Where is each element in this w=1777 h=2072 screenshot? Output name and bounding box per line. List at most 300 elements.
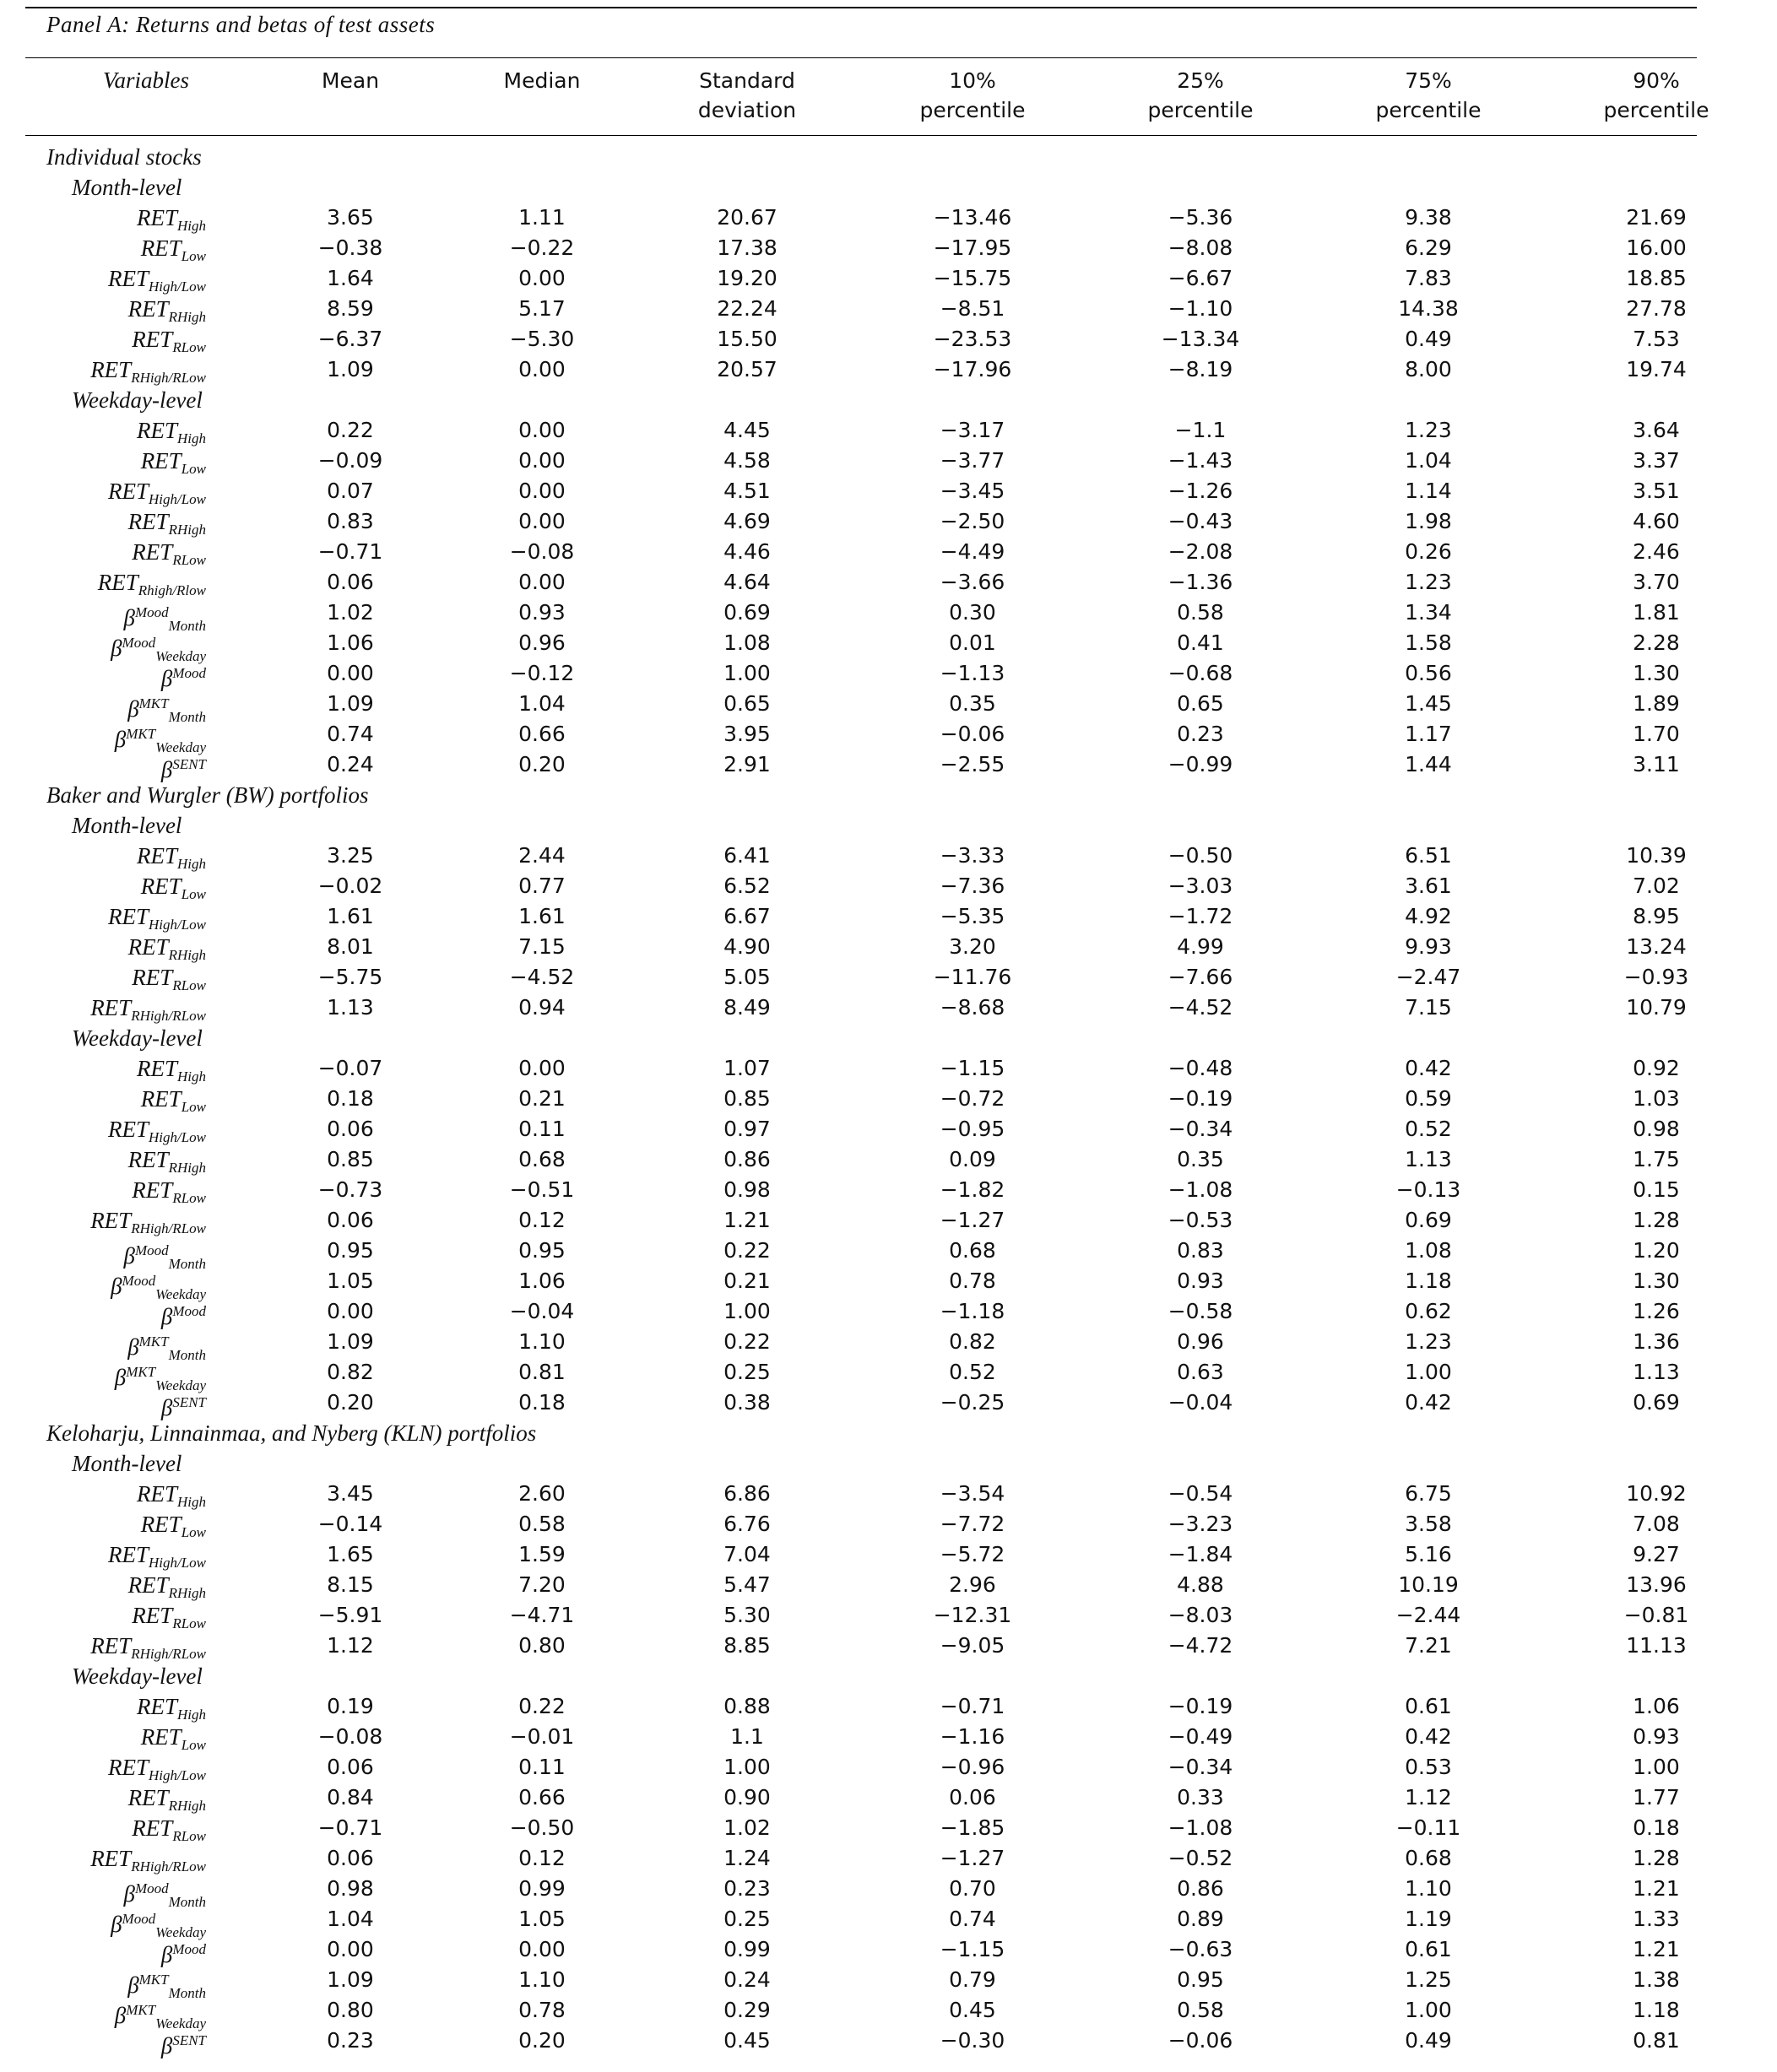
table-cell: 1.10 <box>518 1967 566 1992</box>
table-cell: 1.02 <box>723 1815 771 1840</box>
table-row <box>25 932 1697 962</box>
table-cell: −8.68 <box>940 995 1005 1020</box>
subsection-heading <box>25 810 1697 841</box>
table-row <box>25 1479 1697 1509</box>
table-row <box>25 1813 1697 1843</box>
table-cell: 0.30 <box>949 600 996 625</box>
table-cell: 10.19 <box>1398 1572 1459 1597</box>
table-cell: 16.00 <box>1626 235 1687 260</box>
table-cell: 3.20 <box>949 934 996 959</box>
table-cell: −1.10 <box>1168 296 1233 321</box>
table-row <box>25 1266 1697 1302</box>
table-cell: 0.96 <box>1177 1329 1224 1354</box>
table-cell: −0.01 <box>509 1724 575 1749</box>
table-cell: −1.15 <box>940 1937 1005 1961</box>
header-std: Standard deviation <box>697 68 797 122</box>
variable-label: $RET_{High}$ <box>136 205 206 234</box>
table-cell: −4.71 <box>509 1603 575 1627</box>
table-cell: −1.85 <box>940 1815 1005 1840</box>
table-row <box>25 871 1697 901</box>
table-cell: 0.74 <box>327 722 374 746</box>
subsection-heading-label: Weekday-level <box>72 1664 203 1689</box>
variable-label: $\beta^{MKT}_{Month}$ <box>127 1334 206 1363</box>
section-heading <box>25 142 1697 172</box>
table-cell: −0.34 <box>1168 1117 1233 1141</box>
variable-label: $RET_{RHigh}$ <box>127 934 206 963</box>
table-cell: 1.06 <box>1633 1694 1680 1718</box>
table-cell: −1.26 <box>1168 479 1233 503</box>
table-cell: 2.60 <box>518 1481 566 1506</box>
table-cell: 1.21 <box>723 1208 771 1232</box>
table-cell: 7.53 <box>1633 327 1680 351</box>
table-cell: −5.75 <box>317 965 383 989</box>
table-cell: −0.51 <box>509 1177 575 1202</box>
table-cell: 1.77 <box>1633 1785 1680 1810</box>
table-cell: 1.05 <box>518 1907 566 1931</box>
table-row <box>25 233 1697 263</box>
table-cell: 1.00 <box>1405 1998 1452 2022</box>
variable-label: $\beta^{MKT}_{Month}$ <box>127 1972 206 2001</box>
table-cell: 1.33 <box>1633 1907 1680 1931</box>
table-cell: 4.64 <box>723 570 771 594</box>
section-heading-label: Individual stocks <box>46 144 202 170</box>
table-cell: 0.06 <box>327 1755 374 1779</box>
table-cell: 3.45 <box>327 1481 374 1506</box>
table-cell: 0.00 <box>518 448 566 473</box>
table-cell: 0.20 <box>518 752 566 776</box>
variable-label: $RET_{Low}$ <box>140 448 206 477</box>
table-cell: 7.04 <box>723 1542 771 1566</box>
table-cell: −1.08 <box>1168 1177 1233 1202</box>
table-row <box>25 1236 1697 1272</box>
table-cell: 0.19 <box>327 1694 374 1718</box>
table-cell: 6.76 <box>723 1512 771 1536</box>
variable-label: $RET_{RLow}$ <box>132 965 206 993</box>
table-cell: 5.05 <box>723 965 771 989</box>
table-cell: −1.27 <box>940 1208 1005 1232</box>
table-cell: 0.89 <box>1177 1907 1224 1931</box>
table-cell: −0.68 <box>1168 661 1233 685</box>
table-cell: 0.00 <box>518 570 566 594</box>
table-cell: −0.96 <box>940 1755 1005 1779</box>
table-cell: −11.76 <box>933 965 1012 989</box>
table-cell: 0.93 <box>1177 1269 1224 1293</box>
variable-label: $RET_{Low}$ <box>140 1724 206 1753</box>
table-cell: −6.67 <box>1168 266 1233 290</box>
variable-label: $RET_{RHigh/RLow}$ <box>90 995 206 1024</box>
variable-label: $\beta^{SENT}$ <box>160 2032 206 2058</box>
table-cell: 0.86 <box>1177 1876 1224 1901</box>
variable-label: $\beta^{Mood}$ <box>160 665 206 691</box>
table-cell: −3.03 <box>1168 874 1233 898</box>
table-row <box>25 1874 1697 1910</box>
table-cell: 1.09 <box>327 1967 374 1992</box>
table-cell: −2.55 <box>940 752 1005 776</box>
table-cell: 1.25 <box>1405 1967 1452 1992</box>
header-p25: 25% percentile <box>1147 68 1254 122</box>
table-cell: −15.75 <box>933 266 1012 290</box>
variable-label: $RET_{High/Low}$ <box>107 904 206 933</box>
table-cell: 13.24 <box>1626 934 1687 959</box>
table-cell: −0.95 <box>940 1117 1005 1141</box>
table-cell: 8.49 <box>723 995 771 1020</box>
table-cell: 6.51 <box>1405 843 1452 868</box>
table-cell: 0.20 <box>327 1390 374 1415</box>
table-cell: −0.72 <box>940 1086 1005 1111</box>
panel-title: Panel A: Returns and betas of test assets <box>46 12 436 37</box>
table-cell: 8.95 <box>1633 904 1680 928</box>
table-cell: 1.28 <box>1633 1208 1680 1232</box>
table-cell: 6.67 <box>723 904 771 928</box>
table-row <box>25 1722 1697 1752</box>
table-cell: 0.15 <box>1633 1177 1680 1202</box>
table-cell: 22.24 <box>717 296 777 321</box>
table-cell: 1.00 <box>723 661 771 685</box>
table-cell: −0.58 <box>1168 1299 1233 1323</box>
table-row <box>25 901 1697 932</box>
table-cell: 0.00 <box>518 1056 566 1080</box>
table-cell: 0.79 <box>949 1967 996 1992</box>
table-cell: −0.07 <box>317 1056 383 1080</box>
table-row <box>25 1509 1697 1539</box>
subsection-heading <box>25 1023 1697 1053</box>
table-cell: 1.04 <box>518 691 566 716</box>
table-cell: 1.81 <box>1633 600 1680 625</box>
table-cell: 4.88 <box>1177 1572 1224 1597</box>
variable-label: $RET_{High}$ <box>136 418 206 446</box>
table-cell: 0.23 <box>723 1876 771 1901</box>
table-cell: 0.18 <box>1633 1815 1680 1840</box>
table-cell: 0.93 <box>1633 1724 1680 1749</box>
table-cell: 0.83 <box>327 509 374 533</box>
variable-label: $RET_{RHigh/RLow}$ <box>90 1633 206 1662</box>
variable-label: $RET_{High}$ <box>136 1056 206 1085</box>
table-cell: −1.27 <box>940 1846 1005 1870</box>
table-cell: 3.25 <box>327 843 374 868</box>
variable-label: $\beta^{Mood}_{Weekday}$ <box>111 1273 206 1302</box>
table-cell: 0.98 <box>723 1177 771 1202</box>
table-cell: 10.39 <box>1626 843 1687 868</box>
table-cell: −0.53 <box>1168 1208 1233 1232</box>
table-cell: −0.63 <box>1168 1937 1233 1961</box>
table-cell: 0.68 <box>1405 1846 1452 1870</box>
table-row <box>25 446 1697 476</box>
table-cell: 0.99 <box>723 1937 771 1961</box>
table-cell: 0.12 <box>518 1208 566 1232</box>
table-cell: −0.06 <box>1168 2028 1233 2053</box>
table-cell: 0.80 <box>518 1633 566 1658</box>
table-cell: 1.28 <box>1633 1846 1680 1870</box>
table-cell: 1.21 <box>1633 1937 1680 1961</box>
subsection-heading-label: Month-level <box>72 175 182 200</box>
table-cell: −5.35 <box>940 904 1005 928</box>
table-cell: 0.49 <box>1405 327 1452 351</box>
table-cell: −0.06 <box>940 722 1005 746</box>
table-cell: −8.19 <box>1168 357 1233 381</box>
table-cell: 1.30 <box>1633 661 1680 685</box>
table-cell: 0.98 <box>1633 1117 1680 1141</box>
table-row <box>25 1934 1697 1965</box>
table-cell: 0.22 <box>723 1238 771 1263</box>
table-cell: 0.66 <box>518 722 566 746</box>
variable-label: $RET_{RLow}$ <box>132 1177 206 1206</box>
table-cell: −1.36 <box>1168 570 1233 594</box>
table-cell: 1.70 <box>1633 722 1680 746</box>
table-cell: 0.61 <box>1405 1694 1452 1718</box>
table-row <box>25 993 1697 1023</box>
variable-label: $RET_{RHigh}$ <box>127 1147 206 1176</box>
table-cell: 1.64 <box>327 266 374 290</box>
table-row <box>25 1296 1697 1327</box>
table-cell: 0.82 <box>327 1360 374 1384</box>
table-cell: 0.58 <box>1177 1998 1224 2022</box>
table-cell: 1.34 <box>1405 600 1452 625</box>
table-cell: 7.21 <box>1405 1633 1452 1658</box>
table-cell: 19.74 <box>1626 357 1687 381</box>
variable-label: $RET_{High}$ <box>136 843 206 872</box>
table-cell: −0.12 <box>509 661 575 685</box>
table-cell: 1.19 <box>1405 1907 1452 1931</box>
table-row <box>25 294 1697 324</box>
table-row <box>25 1357 1697 1393</box>
table-cell: −0.13 <box>1395 1177 1461 1202</box>
table-cell: 2.44 <box>518 843 566 868</box>
table-cell: 0.11 <box>518 1117 566 1141</box>
table-cell: −7.66 <box>1168 965 1233 989</box>
table-cell: 0.74 <box>949 1907 996 1931</box>
table-cell: −8.08 <box>1168 235 1233 260</box>
table-cell: 0.41 <box>1177 630 1224 655</box>
table-row <box>25 1084 1697 1114</box>
table-cell: 1.00 <box>1405 1360 1452 1384</box>
table-cell: 6.75 <box>1405 1481 1452 1506</box>
table-cell: −0.71 <box>317 539 383 564</box>
table-cell: −0.30 <box>940 2028 1005 2053</box>
header-median: Median <box>503 68 581 93</box>
table-cell: 0.21 <box>518 1086 566 1111</box>
table-cell: 1.61 <box>327 904 374 928</box>
table-cell: −4.52 <box>509 965 575 989</box>
table-cell: 1.02 <box>327 600 374 625</box>
table-cell: 1.89 <box>1633 691 1680 716</box>
table-cell: 7.15 <box>1405 995 1452 1020</box>
table-cell: 0.33 <box>1177 1785 1224 1810</box>
table-cell: 0.59 <box>1405 1086 1452 1111</box>
table-cell: −0.11 <box>1395 1815 1461 1840</box>
table-cell: 0.80 <box>327 1998 374 2022</box>
table-cell: −0.73 <box>317 1177 383 1202</box>
table-cell: 0.93 <box>518 600 566 625</box>
table-cell: 4.58 <box>723 448 771 473</box>
table-cell: 1.13 <box>327 995 374 1020</box>
table-cell: 0.95 <box>1177 1967 1224 1992</box>
table-cell: 0.78 <box>518 1998 566 2022</box>
table-cell: 0.63 <box>1177 1360 1224 1384</box>
table-row <box>25 415 1697 446</box>
table-cell: 10.79 <box>1626 995 1687 1020</box>
table-cell: 7.15 <box>518 934 566 959</box>
table-row <box>25 1995 1697 2031</box>
table-cell: 0.06 <box>327 570 374 594</box>
table-cell: 5.30 <box>723 1603 771 1627</box>
table-cell: 6.52 <box>723 874 771 898</box>
table-cell: 7.20 <box>518 1572 566 1597</box>
variable-label: $\beta^{Mood}_{Weekday}$ <box>111 1911 206 1940</box>
variable-label: $RET_{RHigh}$ <box>127 1572 206 1601</box>
variable-label: $\beta^{MKT}_{Month}$ <box>127 695 206 725</box>
table-cell: −4.49 <box>940 539 1005 564</box>
table-cell: −2.08 <box>1168 539 1233 564</box>
table-cell: −2.44 <box>1395 1603 1461 1627</box>
table-cell: 1.13 <box>1405 1147 1452 1171</box>
table-cell: 0.83 <box>1177 1238 1224 1263</box>
table-cell: 0.65 <box>723 691 771 716</box>
variable-label: $RET_{RLow}$ <box>132 539 206 568</box>
table-cell: 0.00 <box>518 418 566 442</box>
table-cell: 4.45 <box>723 418 771 442</box>
table-cell: −3.77 <box>940 448 1005 473</box>
variable-label: $RET_{RHigh}$ <box>127 1785 206 1814</box>
table-cell: −0.19 <box>1168 1086 1233 1111</box>
table-cell: 0.00 <box>518 509 566 533</box>
table-top-rule <box>25 7 1697 8</box>
table-cell: 0.24 <box>327 752 374 776</box>
header-p90: 90% percentile <box>1603 68 1709 122</box>
table-cell: 4.60 <box>1633 509 1680 533</box>
table-cell: 3.37 <box>1633 448 1680 473</box>
subsection-heading-label: Month-level <box>72 813 182 838</box>
subsection-heading-label: Weekday-level <box>72 387 203 413</box>
table-cell: 1.00 <box>723 1299 771 1323</box>
table-cell: 0.23 <box>1177 722 1224 746</box>
table-cell: 0.69 <box>1633 1390 1680 1415</box>
table-cell: −0.08 <box>509 539 575 564</box>
table-cell: 0.49 <box>1405 2028 1452 2053</box>
table-cell: 0.29 <box>723 1998 771 2022</box>
table-cell: 1.38 <box>1633 1967 1680 1992</box>
variable-label: $RET_{Rhigh/Rlow}$ <box>97 570 206 598</box>
table-cell: 0.95 <box>518 1238 566 1263</box>
table-row <box>25 1144 1697 1175</box>
header-top-rule <box>25 57 1697 58</box>
table-cell: 0.42 <box>1405 1390 1452 1415</box>
table-cell: −4.52 <box>1168 995 1233 1020</box>
table-row <box>25 1327 1697 1363</box>
table-cell: −13.34 <box>1161 327 1240 351</box>
table-cell: 1.10 <box>1405 1876 1452 1901</box>
variable-label: $\beta^{SENT}$ <box>160 1394 206 1420</box>
table-cell: 9.38 <box>1405 205 1452 230</box>
variable-label: $RET_{Low}$ <box>140 235 206 264</box>
table-cell: 5.16 <box>1405 1542 1452 1566</box>
table-cell: 1.18 <box>1633 1998 1680 2022</box>
table-cell: 1.23 <box>1405 570 1452 594</box>
table-cell: 1.06 <box>327 630 374 655</box>
table-cell: 1.09 <box>327 1329 374 1354</box>
table-cell: −3.54 <box>940 1481 1005 1506</box>
table-cell: 0.23 <box>327 2028 374 2053</box>
table-cell: 0.00 <box>518 1937 566 1961</box>
table-cell: 0.85 <box>327 1147 374 1171</box>
table-cell: 1.65 <box>327 1542 374 1566</box>
table-cell: −0.93 <box>1623 965 1689 989</box>
table-row <box>25 1691 1697 1722</box>
table-cell: 0.61 <box>1405 1937 1452 1961</box>
table-cell: −1.82 <box>940 1177 1005 1202</box>
table-row <box>25 1539 1697 1570</box>
table-cell: 0.18 <box>518 1390 566 1415</box>
table-cell: 0.81 <box>518 1360 566 1384</box>
table-row <box>25 263 1697 294</box>
table-cell: 1.09 <box>327 357 374 381</box>
table-cell: −0.81 <box>1623 1603 1689 1627</box>
table-cell: 0.52 <box>1405 1117 1452 1141</box>
table-cell: 4.69 <box>723 509 771 533</box>
table-cell: −5.30 <box>509 327 575 351</box>
table-cell: 4.99 <box>1177 934 1224 959</box>
table-cell: 20.57 <box>717 357 777 381</box>
table-row <box>25 1175 1697 1205</box>
table-cell: 1.45 <box>1405 691 1452 716</box>
variable-label: $\beta^{MKT}_{Weekday}$ <box>114 1364 206 1393</box>
table-row <box>25 749 1697 780</box>
table-cell: −7.72 <box>940 1512 1005 1536</box>
table-cell: 8.15 <box>327 1572 374 1597</box>
table-cell: −0.38 <box>317 235 383 260</box>
variable-label: $\beta^{MKT}_{Weekday}$ <box>114 2002 206 2031</box>
table-cell: −0.71 <box>940 1694 1005 1718</box>
table-cell: 8.85 <box>723 1633 771 1658</box>
table-row <box>25 628 1697 664</box>
table-cell: 0.94 <box>518 995 566 1020</box>
table-cell: 8.59 <box>327 296 374 321</box>
table-cell: 0.68 <box>518 1147 566 1171</box>
table-cell: 4.51 <box>723 479 771 503</box>
table-cell: 0.52 <box>949 1360 996 1384</box>
table-cell: −0.71 <box>317 1815 383 1840</box>
table-cell: 0.96 <box>518 630 566 655</box>
table-cell: 0.62 <box>1405 1299 1452 1323</box>
table-cell: 1.03 <box>1633 1086 1680 1111</box>
table-cell: −7.36 <box>940 874 1005 898</box>
table-cell: 0.92 <box>1633 1056 1680 1080</box>
table-cell: −23.53 <box>933 327 1012 351</box>
table-row <box>25 1965 1697 2001</box>
table-cell: 0.58 <box>518 1512 566 1536</box>
table-row <box>25 203 1697 233</box>
table-cell: 1.20 <box>1633 1238 1680 1263</box>
table-cell: −0.25 <box>940 1390 1005 1415</box>
table-cell: −0.34 <box>1168 1755 1233 1779</box>
table-cell: 0.68 <box>949 1238 996 1263</box>
table-cell: 1.12 <box>327 1633 374 1658</box>
table-cell: 0.09 <box>949 1147 996 1171</box>
table-cell: −3.33 <box>940 843 1005 868</box>
table-row <box>25 1053 1697 1084</box>
table-cell: 3.95 <box>723 722 771 746</box>
table-cell: 0.22 <box>723 1329 771 1354</box>
table-row <box>25 354 1697 385</box>
table-cell: 0.45 <box>949 1998 996 2022</box>
table-cell: 8.00 <box>1405 357 1452 381</box>
table-cell: −3.23 <box>1168 1512 1233 1536</box>
table-cell: 7.83 <box>1405 266 1452 290</box>
table-cell: 0.38 <box>723 1390 771 1415</box>
table-row <box>25 1752 1697 1783</box>
table-row <box>25 1631 1697 1661</box>
table-cell: 0.06 <box>327 1117 374 1141</box>
table-cell: 18.85 <box>1626 266 1687 290</box>
